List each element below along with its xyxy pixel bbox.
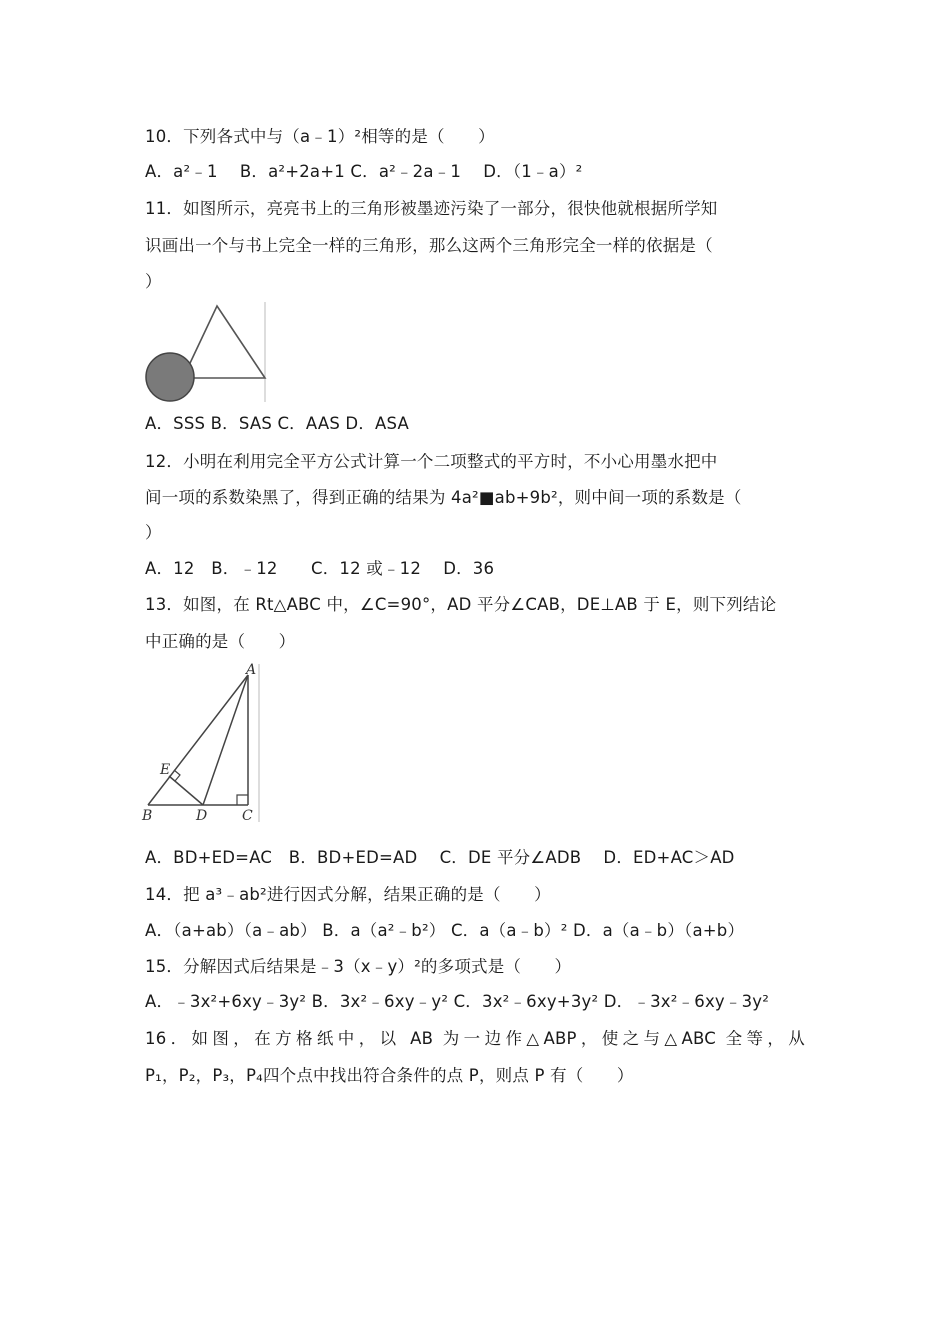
q13-figure: [140, 662, 265, 827]
right-angle-mark-e: [174, 770, 180, 781]
q10-options: A．a²﹣1 B．a²+2a+1 C．a²﹣2a﹣1 D．（1﹣a）²: [145, 162, 583, 181]
q14-stem: 14．把 a³﹣ab²进行因式分解，结果正确的是（ ）: [145, 885, 551, 904]
segment-de: [169, 776, 203, 805]
label-a: A: [246, 662, 257, 678]
label-d: D: [196, 808, 208, 824]
label-e: E: [160, 762, 171, 778]
q11-stem-line-2: 识画出一个与书上完全一样的三角形，那么这两个三角形完全一样的依据是（: [145, 236, 713, 255]
triangle-shape: [183, 306, 265, 378]
q12-stem-line-1: 12．小明在利用完全平方公式计算一个二项整式的平方时，不小心用墨水把中: [145, 452, 718, 471]
q16-stem-line-1: 16．如图，在方格纸中，以 AB 为一边作△ABP，使之与△ABC 全等，从: [145, 1029, 805, 1048]
segment-ab: [148, 675, 248, 805]
label-b: B: [142, 808, 153, 824]
q14-options: A．（a+ab）（a﹣ab） B．a（a²﹣b²） C．a（a﹣b）² D．a（a﹣b）（a+b）: [145, 921, 745, 940]
q13-stem-line-2: 中正确的是（ ）: [145, 632, 296, 651]
label-c: C: [242, 808, 253, 824]
segment-ad: [203, 675, 248, 805]
q16-stem-line-2: P₁，P₂，P₃，P₄四个点中找出符合条件的点 P，则点 P 有（ ）: [145, 1066, 634, 1085]
q11-options: A．SSS B．SAS C．AAS D．ASA: [145, 414, 409, 433]
right-angle-mark-c: [237, 795, 248, 805]
q11-figure: [140, 300, 275, 405]
q15-options: A．﹣3x²+6xy﹣3y² B．3x²﹣6xy﹣y² C．3x²﹣6xy+3y² D．﹣3x²﹣6xy﹣3y²: [145, 992, 770, 1011]
q13-stem-line-1: 13．如图，在 Rt△ABC 中，∠C=90°，AD 平分∠CAB，DE⊥AB 于 E，则下列结论: [145, 595, 777, 614]
q12-stem-line-3: ）: [145, 523, 162, 542]
q12-options: A．12 B．﹣12 C．12 或﹣12 D．36: [145, 559, 495, 578]
q15-stem: 15．分解因式后结果是﹣3（x﹣y）²的多项式是（ ）: [145, 957, 572, 976]
q13-options: A．BD+ED=AC B．BD+ED=AD C．DE 平分∠ADB D．ED+AC＞AD: [145, 848, 735, 867]
q10-stem: 10．下列各式中与（a﹣1）²相等的是（ ）: [145, 127, 495, 146]
ink-blot: [146, 353, 194, 401]
q11-stem-line-3: ）: [145, 272, 162, 291]
q11-stem-line-1: 11．如图所示，亮亮书上的三角形被墨迹污染了一部分，很快他就根据所学知: [145, 199, 718, 218]
q12-stem-line-2: 间一项的系数染黑了，得到正确的结果为 4a²■ab+9b²，则中间一项的系数是（: [145, 488, 742, 507]
